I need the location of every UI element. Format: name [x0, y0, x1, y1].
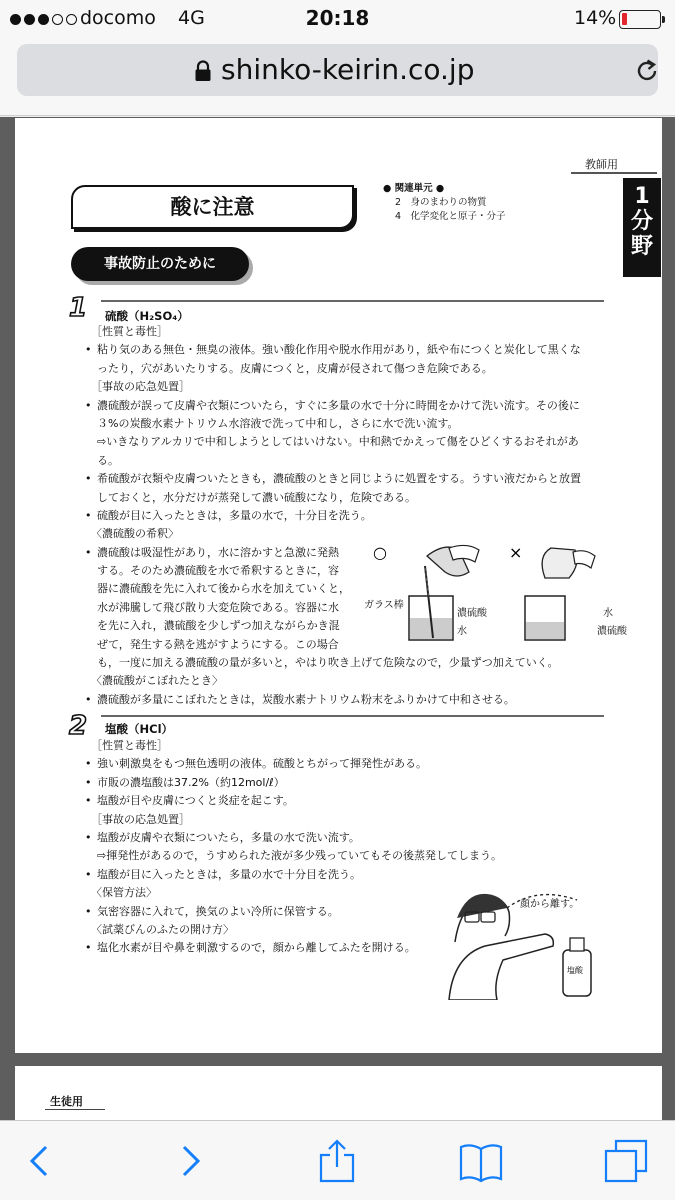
web-content[interactable] [0, 117, 675, 1120]
bullet-icon: • [85, 545, 92, 559]
text-line: 〈保管方法〉 [91, 886, 157, 900]
carrier-name: docomo [80, 7, 156, 29]
text-line: ３%の炭酸水素ナトリウム水溶液で洗って中和し，さらに水で洗い流す。 [97, 416, 459, 430]
text-line: • 強い刺激臭をもつ無色透明の液体。硫酸とちがって揮発性がある。 [85, 755, 605, 773]
text-line: 〈試薬びんのふたの開け方〉 [91, 922, 234, 936]
battery-icon [619, 10, 661, 29]
text-line: • 塩酸が目に入ったときは，多量の水で十分目を洗う。 [85, 866, 605, 884]
bullet-icon: • [85, 775, 92, 789]
tabs-icon[interactable] [604, 1139, 648, 1183]
text-line: ⇨揮発性があるので，うすめられた液が多少残っていてもその後蒸発してしまう。 [97, 849, 502, 863]
bullet-icon: • [85, 472, 92, 486]
ng-mark: × [509, 543, 523, 562]
lock-icon [194, 60, 212, 82]
bullet-icon: • [85, 692, 92, 706]
dilution-figure [367, 538, 607, 650]
bullet-icon: • [85, 508, 92, 522]
text-line: る。 [97, 453, 119, 467]
section-2-number: 2 [69, 711, 88, 741]
text-line: ［事故の応急処置］ [91, 812, 190, 826]
bullet-icon: • [85, 757, 92, 771]
forward-icon[interactable] [168, 1139, 212, 1183]
section-1-body [85, 323, 605, 709]
section-1-title: 硫酸（H₂SO₄） [105, 309, 189, 323]
back-icon[interactable] [18, 1139, 62, 1183]
related-units: ● 関連単元 ● 2 身のまわりの物質 4 化学変化と原子・分子 [383, 183, 506, 222]
status-bar [0, 0, 675, 40]
bullet-icon: • [85, 941, 92, 955]
bullet-icon: • [85, 398, 92, 412]
ok-mark: ○ [373, 543, 387, 562]
water-label-right: 水 [603, 608, 613, 619]
network-type: 4G [178, 7, 205, 29]
url-text[interactable]: shinko-keirin.co.jp [221, 53, 475, 86]
text-line: • 濃硫酸が誤って皮膚や衣類についたら，すぐに多量の水で十分に時間をかけて洗い流す。その後に [85, 397, 605, 415]
text-line: • 市販の濃塩酸は37.2%（約12mol/ℓ） [85, 774, 605, 792]
text-line: ［性質と毒性］ [91, 739, 168, 752]
bullet-icon: • [85, 343, 92, 357]
unit-tab: 1 分 野 [623, 178, 661, 277]
text-line: • 濃硫酸が多量にこぼれたときは，炭酸水素ナトリウム粉末をふりかけて中和させる。 [85, 691, 605, 709]
bottle-label: 塩酸 [567, 966, 583, 975]
bookmarks-icon[interactable] [459, 1139, 503, 1183]
section-2-title: 塩酸（HCl） [105, 722, 174, 736]
battery-percent: 14% [574, 7, 617, 29]
text-line: しておくと，水分だけが蒸発して濃い硫酸になり，危険である。 [97, 490, 416, 504]
address-bar[interactable] [17, 44, 658, 96]
text-line: • 塩酸が目や皮膚につくと炎症を起こす。 [85, 792, 605, 810]
glass-rod-label: ガラス棒 [364, 600, 404, 611]
text-line: • 濃硫酸は吸湿性があり，水に溶かすと急激に発熱 [85, 544, 605, 562]
browser-address-area [0, 40, 675, 116]
section-1-number: 1 [69, 293, 88, 323]
text-line: • 塩酸が皮膚や衣類についたら，多量の水で洗い流す。 [85, 829, 605, 847]
conc-acid-label-left: 濃硫酸 [457, 608, 487, 619]
text-line: 器に濃硫酸を先に入れて後から水を加えていくと， [97, 582, 350, 596]
conc-acid-label-right: 濃硫酸 [597, 626, 627, 637]
bullet-icon: • [85, 904, 92, 918]
reload-icon[interactable] [633, 57, 661, 85]
away-from-face-label: 顔から離す。 [520, 899, 580, 910]
text-line: • 希硫酸が衣類や皮膚ついたときも，濃硫酸のときと同じように処置をする。うすい液だからと放置 [85, 470, 605, 488]
water-label-left: 水 [457, 626, 467, 637]
text-line: ［性質と毒性］ [91, 325, 168, 338]
student-label: 生徒用 [50, 1095, 83, 1108]
text-line: • 粘り気のある無色・無臭の液体。強い酸化作用や脱水作用があり，紙や布につくと炭化して黒くな [85, 341, 605, 359]
text-line: 〈濃硫酸がこぼれたとき〉 [91, 674, 223, 688]
document-page [15, 118, 662, 1053]
browser-toolbar [0, 1120, 675, 1200]
bullet-icon: • [85, 830, 92, 844]
text-line: ったり，穴があいたりする。皮膚につくと，皮膚が侵されて傷つき危険である。 [97, 361, 493, 375]
bullet-icon: • [85, 794, 92, 808]
text-line: ぜて，発生する熱を逃がすようにする。この場合 [97, 637, 339, 651]
teacher-label: 教師用 [585, 158, 618, 171]
section-heading-pill: 事故防止のために [71, 247, 249, 281]
text-line: 〈濃硫酸の希釈〉 [91, 527, 179, 541]
page-title: 酸に注意 [71, 185, 354, 229]
clock: 20:18 [305, 6, 370, 30]
share-icon[interactable] [315, 1139, 359, 1183]
bullet-icon: • [85, 867, 92, 881]
text-line: を先に入れ，濃硫酸を少しずつ加えながらかき混 [97, 619, 340, 633]
text-line: ［事故の応急処置］ [91, 380, 190, 394]
text-line: ⇨いきなりアルカリで中和しようとしてはいけない。中和熱でかえって傷をひどくするおそれがあ [97, 435, 579, 449]
text-line: 水が沸騰して飛び散り大変危険である。容器に水 [97, 600, 339, 614]
text-line: も，一度に加える濃硫酸の量が多いと，やはり吹き上げて危険なので，少量ずつ加えていく。 [97, 656, 559, 670]
text-line: • 気密容器に入れて，換気のよい冷所に保管する。 [85, 903, 605, 921]
battery-level [622, 13, 627, 25]
text-line: • 塩化水素が目や鼻を刺激するので，顔から離してふたを開ける。 [85, 939, 605, 957]
document-page-2 [15, 1066, 662, 1120]
text-line: する。そのため濃硫酸を水で希釈するときに，容 [97, 564, 339, 578]
text-line: • 硫酸が目に入ったときは，多量の水で，十分目を洗う。 [85, 507, 605, 525]
